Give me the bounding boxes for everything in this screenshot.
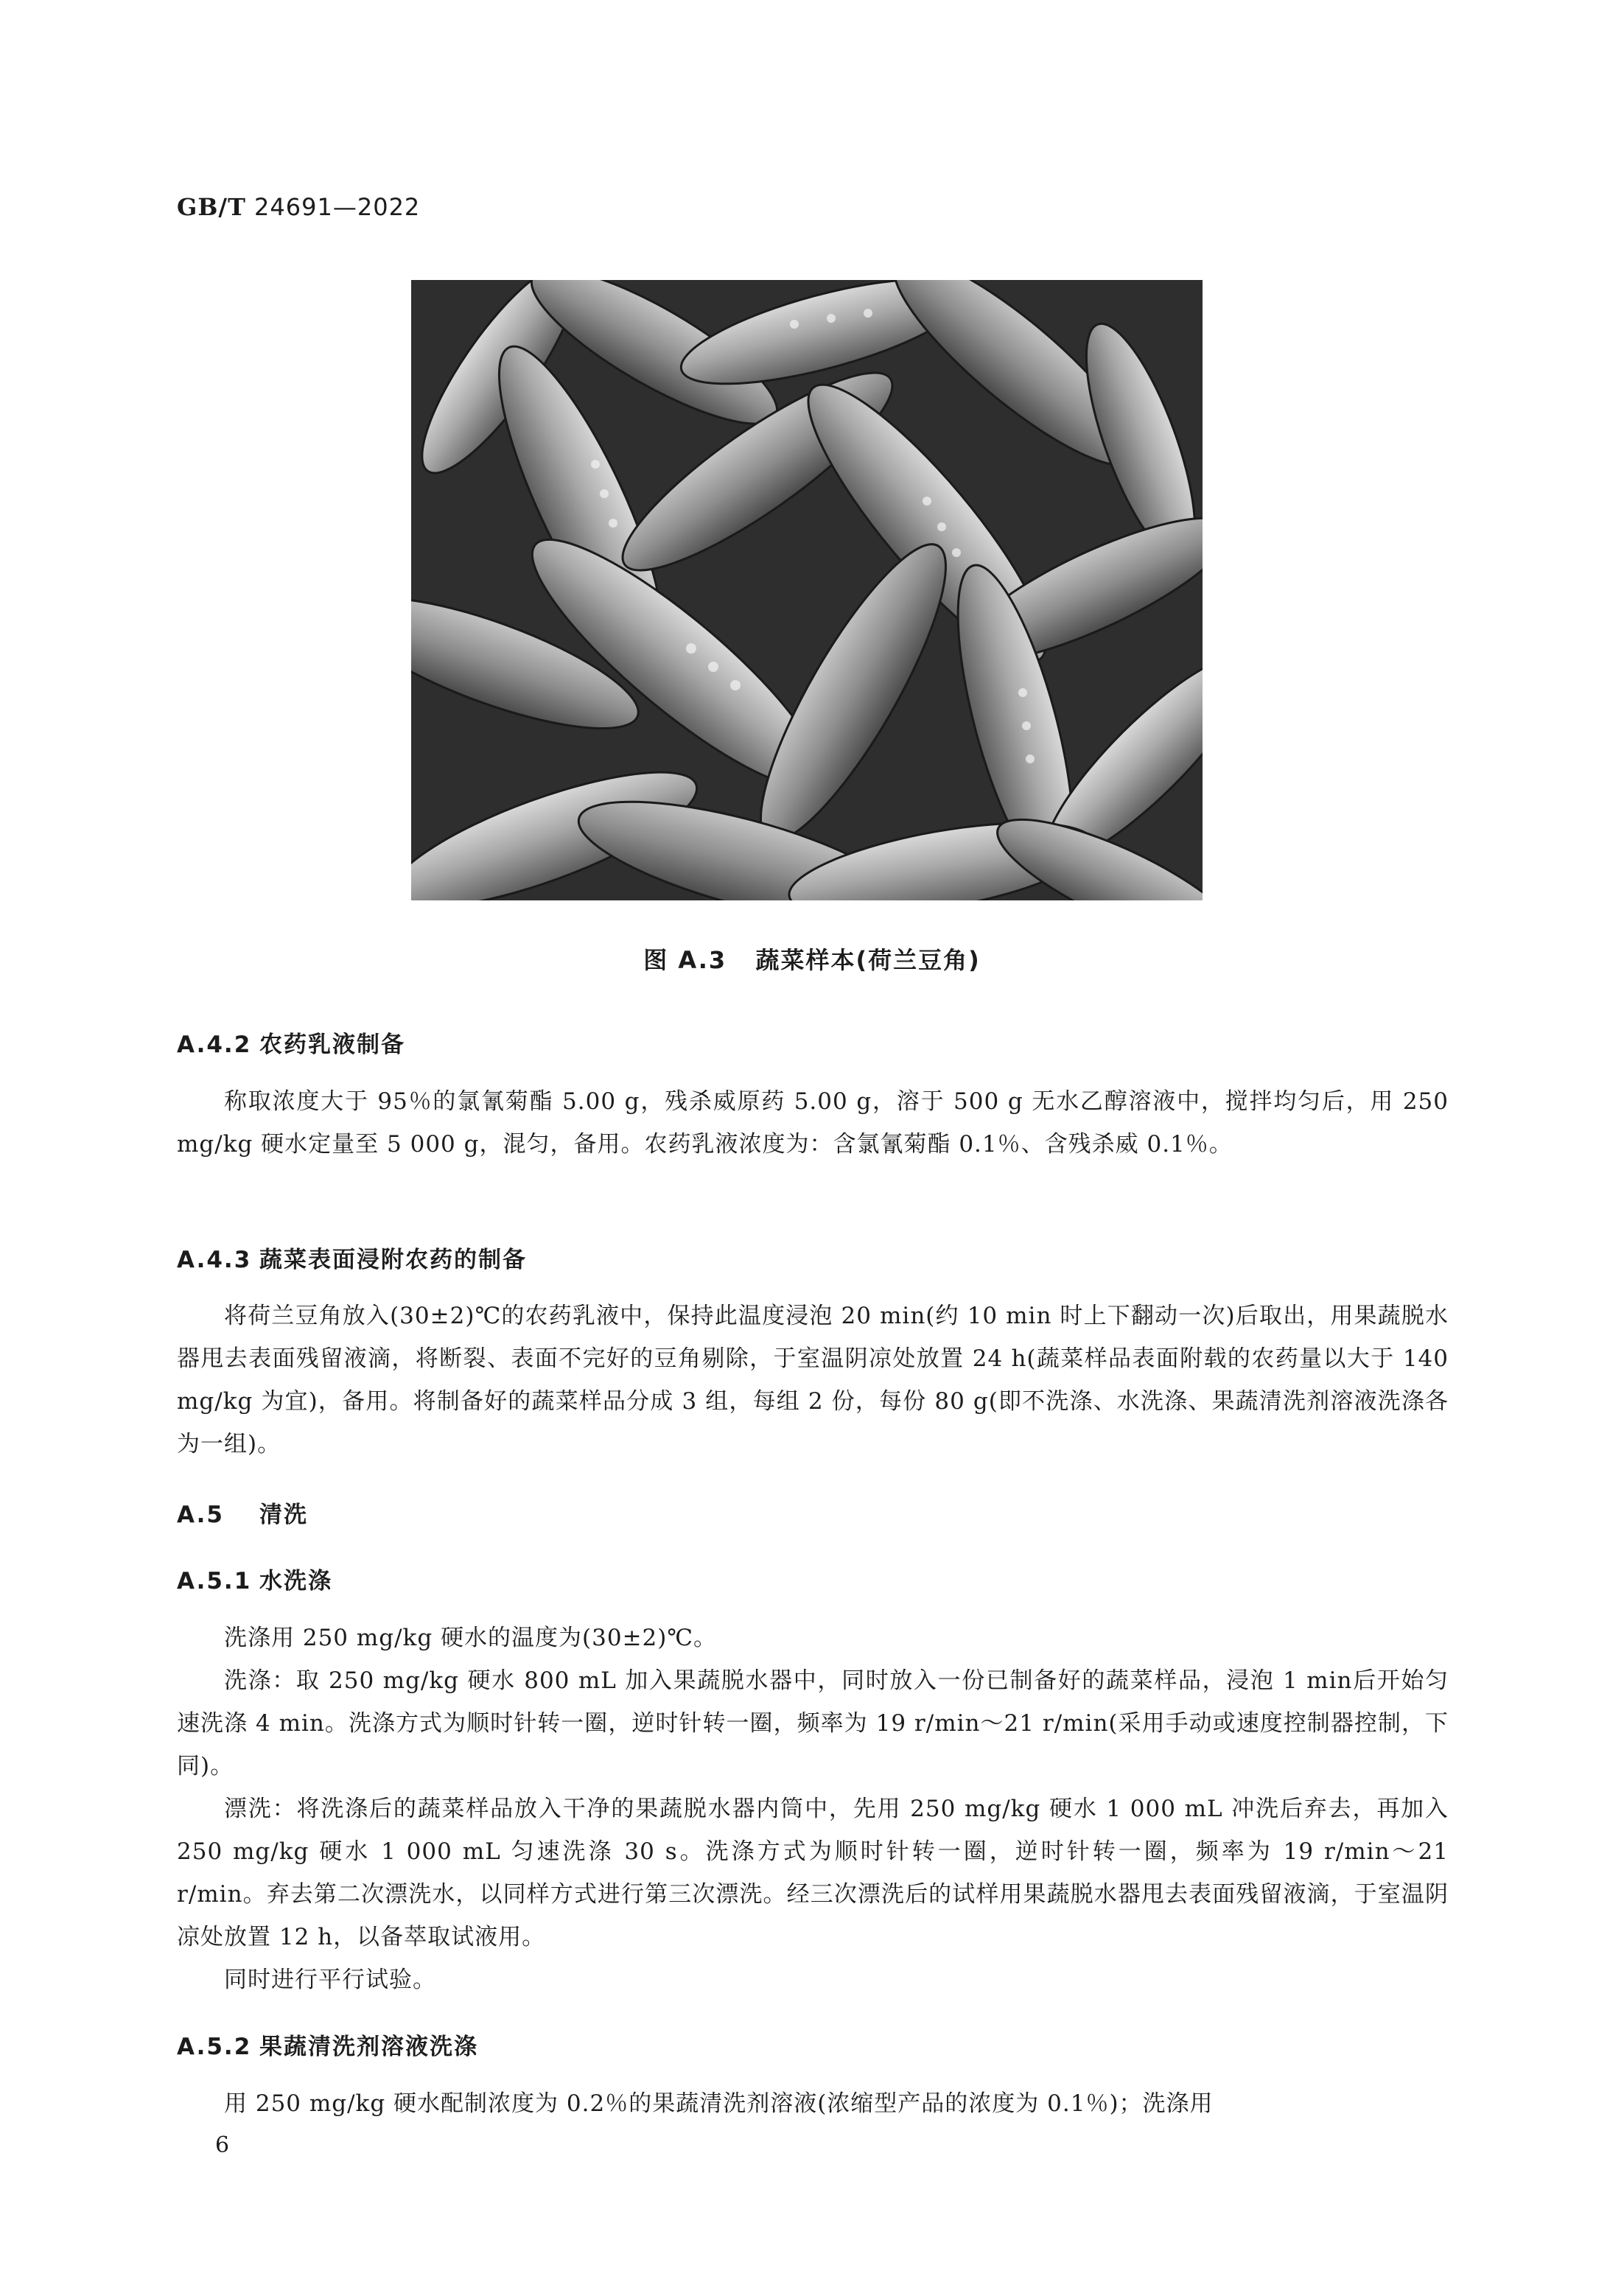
figure-caption-text: 蔬菜样本(荷兰豆角) — [755, 946, 981, 974]
figure-caption — [0, 942, 1624, 976]
paragraph-a51-temperature: 洗涤用 250 mg/kg 硬水的温度为(30±2)℃。 — [224, 1625, 718, 1651]
figure-photo-snow-peas — [411, 280, 1203, 900]
section-heading-a5 — [177, 1496, 308, 1529]
paragraph-a42: 称取浓度大于 95％的氯氰菊酯 5.00 g，残杀威原药 5.00 g，溶于 500 g 无水乙醇溶液中，搅拌均匀后，用 250 mg/kg 硬水定量至 5 000 g，混匀，备用。农药乳液浓度为：含氯氰菊酯 0.1％、含残杀威 0.1％。 — [177, 1088, 1449, 1158]
section-heading-a43 — [177, 1241, 527, 1274]
standard-number: 24691—2022 — [254, 193, 421, 221]
standard-prefix: GB/T — [177, 193, 246, 221]
section-title: 清洗 — [259, 1502, 308, 1528]
section-title: 果蔬清洗剂溶液洗涤 — [259, 2034, 478, 2060]
paragraph-a51-parallel: 同时进行平行试验。 — [224, 1967, 436, 1993]
section-number: A.5.2 — [177, 2034, 252, 2060]
section-number: A.4.2 — [177, 1032, 252, 1058]
section-number: A.4.3 — [177, 1247, 252, 1273]
section-heading-a51 — [177, 1562, 332, 1595]
section-title: 蔬菜表面浸附农药的制备 — [259, 1247, 527, 1273]
page-number: 6 — [215, 2132, 230, 2158]
paragraph-a43: 将荷兰豆角放入(30±2)℃的农药乳液中，保持此温度浸泡 20 min(约 10 min 时上下翻动一次)后取出，用果蔬脱水器甩去表面残留液滴，将断裂、表面不完好的豆角剔除，于室温阴凉处放置 24 h(蔬菜样品表面附载的农药量以大于 140 mg/kg 为宜)，备用。将制备好的蔬菜样品分成 3 组，每组 2 份，每份 80 g(即不洗涤、水洗涤、果蔬清洗剂溶液洗涤各为一组)。 — [177, 1303, 1449, 1457]
section-number: A.5.1 — [177, 1568, 252, 1594]
section-title: 农药乳液制备 — [259, 1032, 405, 1058]
standard-header — [177, 193, 420, 221]
section-heading-a42 — [177, 1026, 405, 1059]
section-title: 水洗涤 — [259, 1568, 332, 1594]
paragraph-a51-washing: 洗涤：取 250 mg/kg 硬水 800 mL 加入果蔬脱水器中，同时放入一份已制备好的蔬菜样品，浸泡 1 min后开始匀速洗涤 4 min。洗涤方式为顺时针转一圈，逆时针转一圈，频率为 19 r/min～21 r/min(采用手动或速度控制器控制，下同)。 — [177, 1667, 1449, 1779]
paragraph-a52: 用 250 mg/kg 硬水配制浓度为 0.2％的果蔬清洗剂溶液(浓缩型产品的浓度为 0.1％)；洗涤用 — [224, 2090, 1214, 2117]
section-number: A.5 — [177, 1502, 224, 1528]
figure-label: 图 A.3 — [643, 946, 727, 974]
paragraph-a51-rinsing: 漂洗：将洗涤后的蔬菜样品放入干净的果蔬脱水器内筒中，先用 250 mg/kg 硬水 1 000 mL 冲洗后弃去，再加入 250 mg/kg 硬水 1 000 mL 匀速洗涤 30 s。洗涤方式为顺时针转一圈，逆时针转一圈，频率为 19 r/min～21 r/min。弃去第二次漂洗水，以同样方式进行第三次漂洗。经三次漂洗后的试样用果蔬脱水器甩去表面残留液滴，于室温阴凉处放置 12 h，以备萃取试液用。 — [177, 1796, 1449, 1950]
section-heading-a52 — [177, 2028, 478, 2061]
